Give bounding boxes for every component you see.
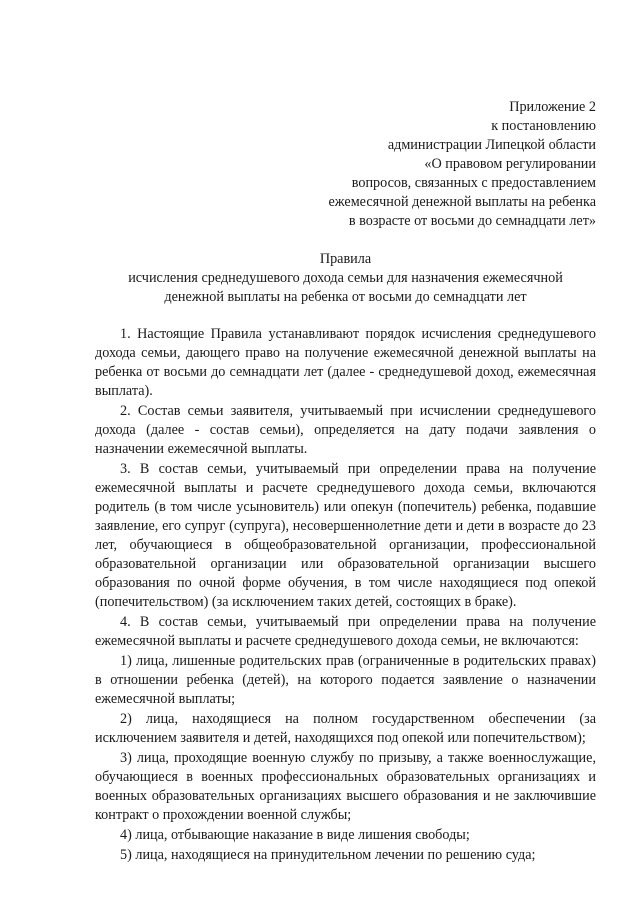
paragraph: 4. В состав семьи, учитываемый при определении права на получение ежемесячной выплаты и расчете среднедушевого дохода семьи, не включаются:	[95, 614, 596, 649]
title-heading: Правила	[319, 251, 372, 267]
paragraph: 1) лица, лишенные родительских прав (ограниченные в родительских правах) в отношении ребенка (детей), на которого подается заявление о назначении ежемесячной выплаты;	[95, 653, 596, 707]
paragraph: 1. Настоящие Правила устанавливают порядок исчисления среднедушевого дохода семьи, дающего право на получение ежемесячной денежной выплаты на ребенка от восьми до семнадцати лет (далее - среднедушевой доход, ежемесячная выплата).	[95, 326, 596, 399]
appendix-line: Приложение 2	[509, 99, 596, 115]
paragraph: 3. В состав семьи, учитываемый при определении права на получение ежемесячной выплаты и расчете среднедушевого дохода семьи, включаются родитель (в том числе усыновитель) или опекун (попечитель) ребенка, подавшие заявление, его супруг (супруга), несовершеннолетние дети и дети в возрасте до 23 лет, обучающиеся в общеобразовательной организации, профессиональной образовательной организации или образовательной организации высшего образования по очной форме обучения, в том числе находящиеся под опекой (попечительством) (за исключением таких детей, состоящих в браке).	[95, 461, 596, 610]
appendix-line: «О правовом регулировании	[424, 156, 596, 172]
paragraph: 5) лица, находящиеся на принудительном лечении по решению суда;	[120, 847, 536, 863]
document-title	[95, 250, 596, 307]
paragraph: 2) лица, находящиеся на полном государственном обеспечении (за исключением заявителя и детей, находящихся под опекой или попечительством);	[95, 711, 596, 746]
paragraph: 3) лица, проходящие военную службу по призыву, а также военнослужащие, обучающиеся в военных профессиональных образовательных организациях и военных образовательных организациях высшего образования и не заключившие контракт о прохождении военной службы;	[95, 750, 596, 823]
document-body	[95, 325, 596, 865]
appendix-line: вопросов, связанных с предоставлением	[351, 175, 596, 191]
appendix-line: ежемесячной денежной выплаты на ребенка	[328, 194, 596, 210]
appendix-line: в возрасте от восьми до семнадцати лет»	[348, 213, 596, 229]
appendix-line: к постановлению	[491, 118, 596, 134]
appendix-line: администрации Липецкой области	[387, 137, 596, 153]
appendix-header	[95, 98, 596, 231]
paragraph: 4) лица, отбывающие наказание в виде лишения свободы;	[120, 827, 470, 843]
title-line: денежной выплаты на ребенка от восьми до семнадцати лет	[164, 289, 527, 305]
paragraph: 2. Состав семьи заявителя, учитываемый при исчислении среднедушевого дохода (далее - состав семьи), определяется на дату подачи заявления о назначении ежемесячной выплаты.	[95, 403, 596, 457]
title-line: исчисления среднедушевого дохода семьи для назначения ежемесячной	[128, 270, 563, 286]
